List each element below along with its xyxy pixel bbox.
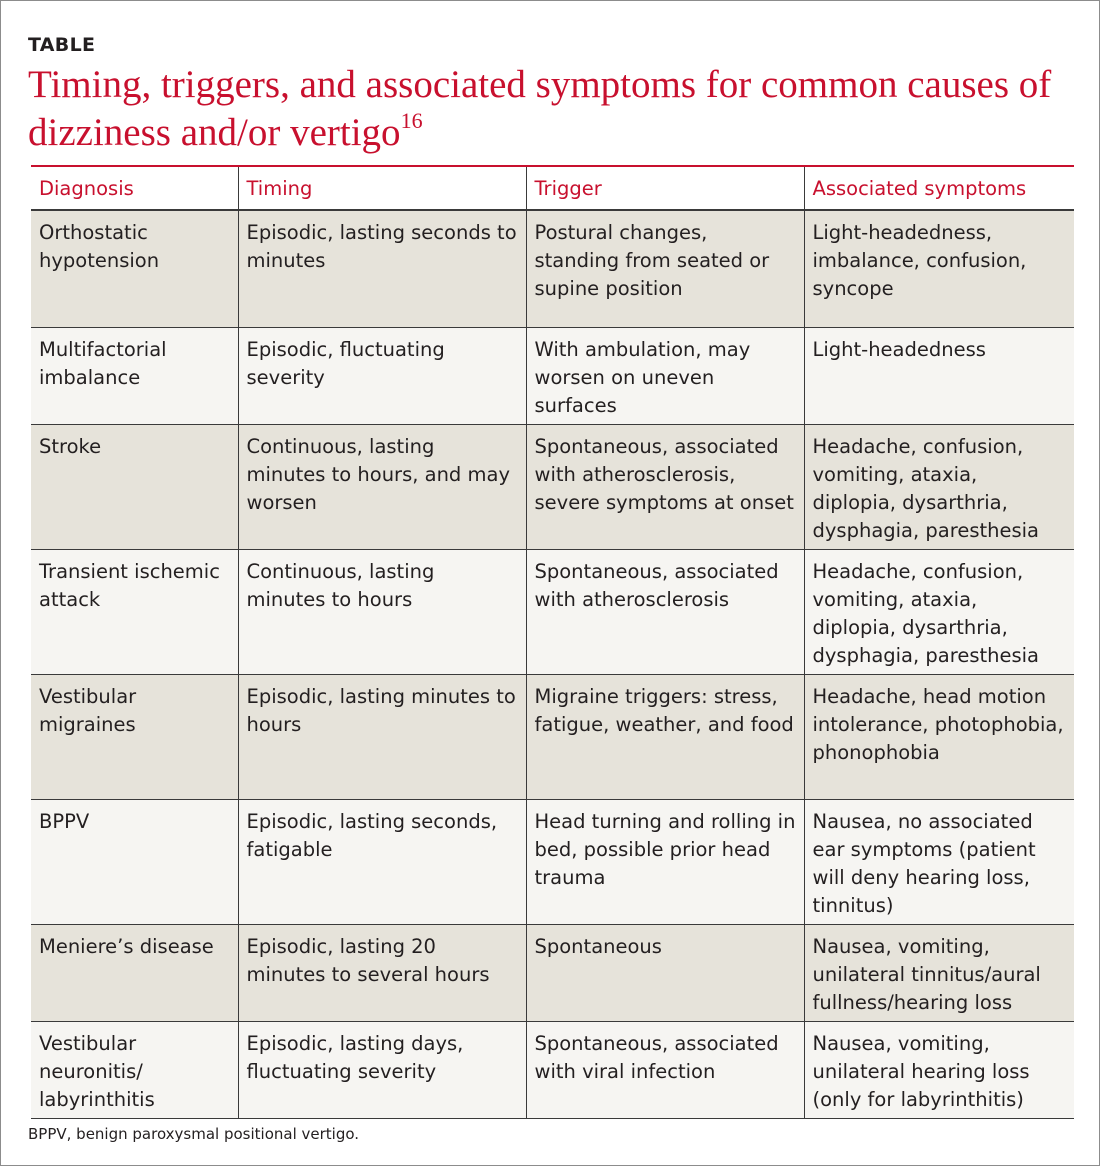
title-text: Timing, triggers, and associated symptoms for common causes of dizziness and/or vertigo	[28, 63, 1052, 154]
cell-trigger: Migraine triggers: stress, fatigue, weather, and food	[526, 674, 804, 799]
cell-timing: Episodic, lasting minutes to hours	[238, 674, 526, 799]
cell-symptoms: Headache, head motion intolerance, photophobia, phonophobia	[804, 674, 1074, 799]
table-row	[31, 424, 1074, 549]
cell-symptoms: Light-headedness, imbalance, confusion, syncope	[804, 210, 1074, 327]
cell-trigger: Spontaneous, associated with atherosclerosis, severe symptoms at onset	[526, 424, 804, 549]
cell-symptoms: Nausea, no associated ear symptoms (patient will deny hearing loss, tinnitus)	[804, 799, 1074, 924]
figure-label: TABLE	[28, 34, 96, 56]
header-timing: Timing	[238, 166, 526, 210]
cell-trigger: With ambulation, may worsen on uneven surfaces	[526, 327, 804, 424]
header-trigger: Trigger	[526, 166, 804, 210]
cell-symptoms: Headache, confusion, vomiting, ataxia, diplopia, dysarthria, dysphagia, paresthesia	[804, 424, 1074, 549]
cell-diagnosis: BPPV	[31, 799, 238, 924]
footnote: BPPV, benign paroxysmal positional vertigo.	[28, 1125, 360, 1143]
table-row	[31, 924, 1074, 1021]
cell-trigger: Postural changes, standing from seated or supine position	[526, 210, 804, 327]
table-row	[31, 327, 1074, 424]
header-diagnosis: Diagnosis	[31, 166, 238, 210]
cell-timing: Episodic, lasting days, fluctuating severity	[238, 1021, 526, 1118]
cell-diagnosis: Stroke	[31, 424, 238, 549]
table-row	[31, 799, 1074, 924]
cell-timing: Episodic, fluctuating severity	[238, 327, 526, 424]
cell-trigger: Head turning and rolling in bed, possible prior head trauma	[526, 799, 804, 924]
cell-symptoms: Nausea, vomiting, unilateral hearing loss (only for labyrinthitis)	[804, 1021, 1074, 1118]
cell-symptoms: Light-headedness	[804, 327, 1074, 424]
cell-diagnosis: Vestibular migraines	[31, 674, 238, 799]
cell-diagnosis: Meniere’s disease	[31, 924, 238, 1021]
cell-timing: Episodic, lasting seconds to minutes	[238, 210, 526, 327]
header-associated-symptoms: Associated symptoms	[804, 166, 1074, 210]
cell-timing: Episodic, lasting 20 minutes to several hours	[238, 924, 526, 1021]
cell-symptoms: Nausea, vomiting, unilateral tinnitus/aural fullness/hearing loss	[804, 924, 1074, 1021]
cell-diagnosis: Transient ischemic attack	[31, 549, 238, 674]
cell-timing: Continuous, lasting minutes to hours, and may worsen	[238, 424, 526, 549]
cell-diagnosis: Orthostatic hypotension	[31, 210, 238, 327]
cell-diagnosis: Multifactorial imbalance	[31, 327, 238, 424]
cell-symptoms: Headache, confusion, vomiting, ataxia, diplopia, dysarthria, dysphagia, paresthesia	[804, 549, 1074, 674]
table-row	[31, 210, 1074, 327]
cell-timing: Continuous, lasting minutes to hours	[238, 549, 526, 674]
symptoms-table	[31, 165, 1074, 1119]
cell-trigger: Spontaneous, associated with viral infection	[526, 1021, 804, 1118]
table-title	[28, 61, 1078, 157]
title-reference: 16	[400, 108, 423, 133]
cell-diagnosis: Vestibular neuronitis/ labyrinthitis	[31, 1021, 238, 1118]
table-row	[31, 674, 1074, 799]
cell-trigger: Spontaneous, associated with atherosclerosis	[526, 549, 804, 674]
table-row	[31, 549, 1074, 674]
header-row	[31, 166, 1074, 210]
cell-timing: Episodic, lasting seconds, fatigable	[238, 799, 526, 924]
table-row	[31, 1021, 1074, 1118]
cell-trigger: Spontaneous	[526, 924, 804, 1021]
